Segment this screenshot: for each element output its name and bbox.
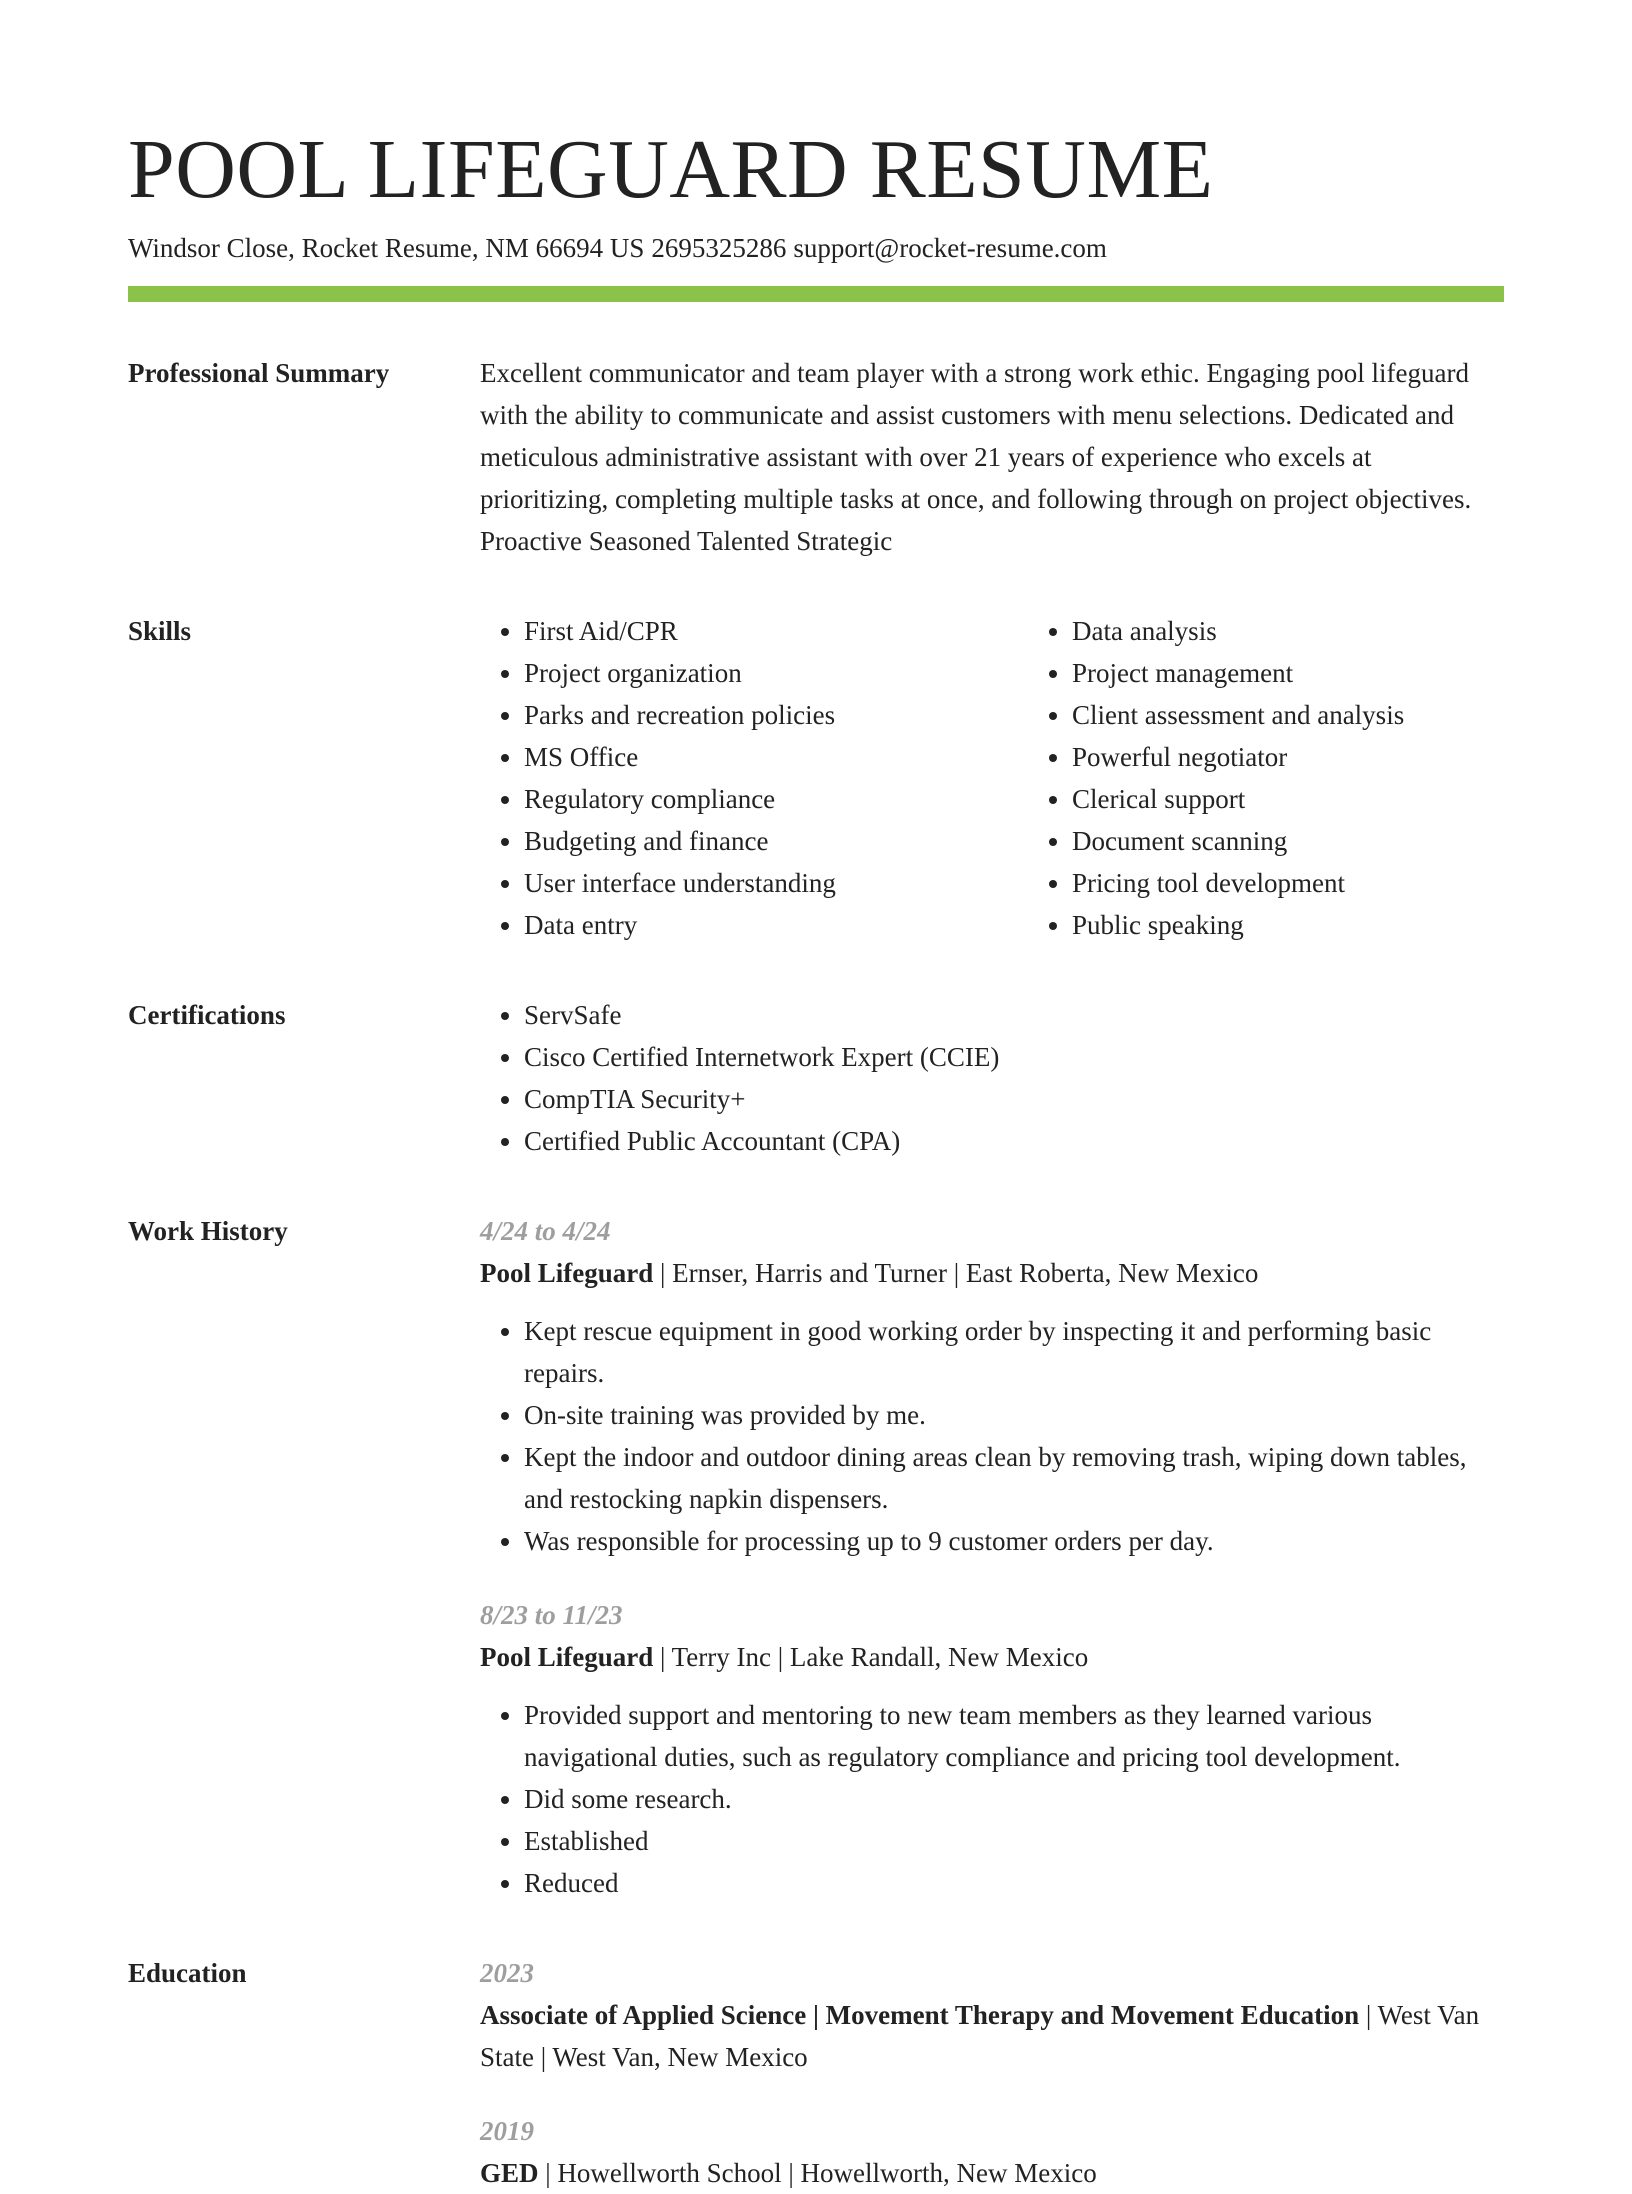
skills-list-right — [1028, 610, 1552, 946]
section-content-summary — [480, 352, 1504, 562]
work-dates: 8/23 to 11/23 — [480, 1600, 623, 1630]
skill-item: • Project management — [1072, 652, 1552, 694]
skill-item: • Document scanning — [1072, 820, 1552, 862]
resume-title: POOL LIFEGUARD RESUME — [128, 123, 1214, 216]
work-entry — [480, 1594, 1504, 1904]
education-details: | Howellworth School | Howellworth, New Mexico — [538, 2158, 1097, 2188]
education-degree: Associate of Applied Science | Movement Therapy and Movement Education — [480, 2000, 1360, 2030]
header-divider — [128, 286, 1504, 302]
work-dates: 4/24 to 4/24 — [480, 1216, 611, 1246]
work-bullet: • On-site training was provided by me. — [524, 1394, 1504, 1436]
skill-item: • Pricing tool development — [1072, 862, 1552, 904]
work-bullet: • Kept the indoor and outdoor dining areas clean by removing trash, wiping down tables, and restocking napkin dispensers. — [524, 1436, 1504, 1520]
education-entry — [480, 2110, 1504, 2194]
skill-item: • Powerful negotiator — [1072, 736, 1552, 778]
certifications-list — [480, 994, 1504, 1162]
contact-line — [128, 230, 1504, 266]
skill-item: • Data entry — [524, 904, 984, 946]
work-bullet: • Reduced — [524, 1862, 1504, 1904]
summary-text: Excellent communicator and team player with a strong work ethic. Engaging pool lifeguard with the ability to communicate and assist customers with menu selections. Dedicated and meticulous administrative assistant with over 21 years of experience who excels at prioritizing, completing multiple tasks at once, and following through on project objectives. Proactive Seasoned Talented Strategic — [480, 358, 1472, 556]
section-label-certifications: Certifications — [128, 1000, 286, 1030]
contact-address: Windsor Close, Rocket Resume, NM 66694 US — [128, 233, 645, 263]
education-year: 2019 — [480, 2116, 534, 2146]
skill-item: • Parks and recreation policies — [524, 694, 984, 736]
certification-item: • Certified Public Accountant (CPA) — [524, 1120, 1504, 1162]
skill-item: • User interface understanding — [524, 862, 984, 904]
skill-item: • Regulatory compliance — [524, 778, 984, 820]
skill-item: • Data analysis — [1072, 610, 1552, 652]
skill-item: • Clerical support — [1072, 778, 1552, 820]
work-bullet: • Provided support and mentoring to new team members as they learned various navigational duties, such as regulatory compliance and pricing tool development. — [524, 1694, 1504, 1778]
skill-item: • Public speaking — [1072, 904, 1552, 946]
work-heading — [480, 1636, 1504, 1678]
work-entry — [480, 1210, 1504, 1562]
section-content-education — [480, 1952, 1504, 2194]
work-bullets — [480, 1310, 1504, 1562]
section-content-work-history — [480, 1210, 1504, 1904]
contact-email: support@rocket-resume.com — [793, 233, 1107, 263]
skill-item: • MS Office — [524, 736, 984, 778]
section-label-skills: Skills — [128, 616, 192, 646]
skill-item: • Client assessment and analysis — [1072, 694, 1552, 736]
job-details: | Ernser, Harris and Turner | East Roberta, New Mexico — [653, 1258, 1259, 1288]
skills-list-left — [480, 610, 984, 946]
job-title: Pool Lifeguard — [480, 1642, 654, 1672]
skill-item: • Budgeting and finance — [524, 820, 984, 862]
section-summary — [128, 352, 1504, 562]
section-skills — [128, 610, 1504, 946]
skills-columns — [480, 610, 1552, 946]
section-content-certifications — [480, 994, 1504, 1162]
skill-item: • First Aid/CPR — [524, 610, 984, 652]
certification-item: • Cisco Certified Internetwork Expert (CCIE) — [524, 1036, 1504, 1078]
section-work-history — [128, 1210, 1504, 1904]
education-entry — [480, 1952, 1504, 2078]
work-bullet: • Established — [524, 1820, 1504, 1862]
section-certifications — [128, 994, 1504, 1162]
certification-item: • ServSafe — [524, 994, 1504, 1036]
certification-item: • CompTIA Security+ — [524, 1078, 1504, 1120]
education-year: 2023 — [480, 1958, 534, 1988]
skill-item: • Project organization — [524, 652, 984, 694]
contact-phone: 2695325286 — [651, 233, 787, 263]
work-bullets — [480, 1694, 1504, 1904]
job-details: | Terry Inc | Lake Randall, New Mexico — [653, 1642, 1089, 1672]
work-bullet: • Did some research. — [524, 1778, 1504, 1820]
work-bullet: • Kept rescue equipment in good working order by inspecting it and performing basic repairs. — [524, 1310, 1504, 1394]
job-title: Pool Lifeguard — [480, 1258, 654, 1288]
work-bullet: • Was responsible for processing up to 9 customer orders per day. — [524, 1520, 1504, 1562]
section-label-education: Education — [128, 1958, 247, 1988]
section-label-work-history: Work History — [128, 1216, 288, 1246]
education-heading — [480, 1994, 1504, 2078]
education-degree: GED — [480, 2158, 539, 2188]
education-details: | West Van State | West Van, New Mexico — [480, 2000, 1480, 2072]
section-label-summary: Professional Summary — [128, 358, 390, 388]
section-education — [128, 1952, 1504, 2194]
work-heading — [480, 1252, 1504, 1294]
education-heading — [480, 2152, 1504, 2194]
